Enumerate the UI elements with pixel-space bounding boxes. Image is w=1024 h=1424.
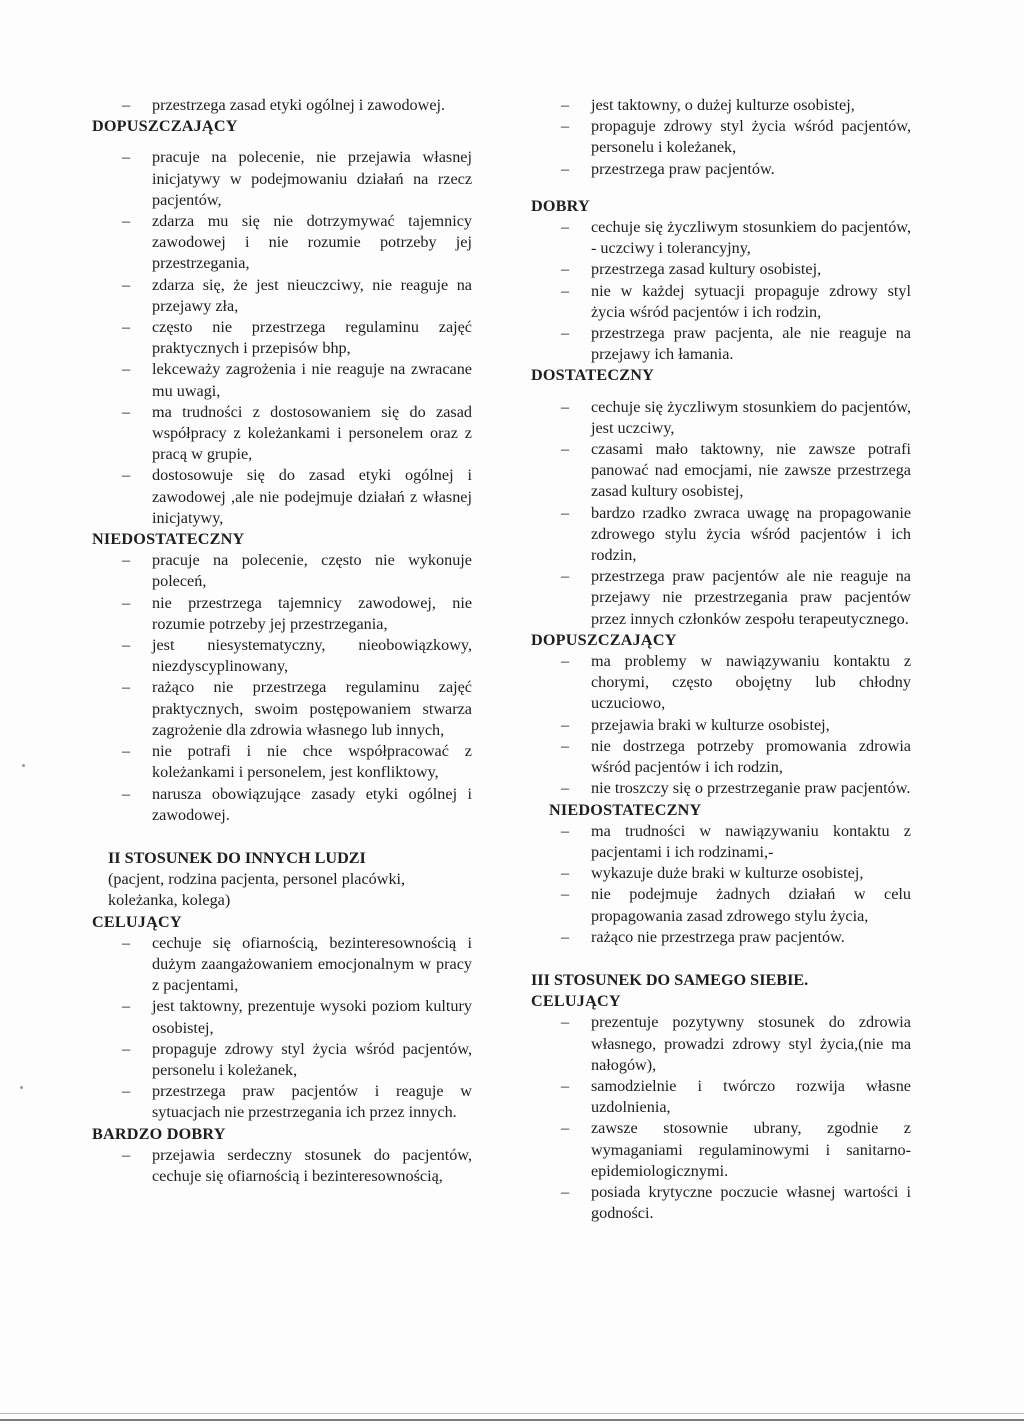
list-item: – pracuje na polecenie, nie przejawia własnej inicjatywy w podejmowaniu działań na rzecz pacjentów, [92,147,472,211]
heading-dopuszczajacy-2: DOPUSZCZAJĄCY [531,630,677,649]
heading-celujacy-2: CELUJĄCY [531,992,621,1011]
section-2-subtitle: (pacjent, rodzina pacjenta, personel placówki, koleżanka, kolega) [108,870,406,910]
scan-bottom-edge [0,1419,1024,1421]
heading-bardzo-dobry: BARDZO DOBRY [92,1124,226,1143]
list-item: – nie podejmuje żadnych działań w celu propagowania zasad zdrowego stylu życia, [531,884,911,926]
list-item: – lekceważy zagrożenia i nie reaguje na zwracane mu uwagi, [92,359,472,401]
list-item: – ma problemy w nawiązywaniu kontaktu z chorymi, często obojętny lub chłodny uczuciowo, [531,651,911,715]
dostateczny-list [531,397,911,630]
list-item: – przestrzega praw pacjentów ale nie reaguje na przejawy nie przestrzegania praw pacjentów przez innych członków zespołu terapeutycznego. [531,566,911,630]
list-item: – jest niesystematyczny, nieobowiązkowy, niezdyscyplinowany, [92,635,472,677]
list-item: – nie w każdej sytuacji propaguje zdrowy styl życia wśród pacjentów i ich rodzin, [531,281,911,323]
list-item: – narusza obowiązujące zasady etyki ogólnej i zawodowej. [92,784,472,826]
list-item: – przestrzega zasad etyki ogólnej i zawodowej. [92,95,472,116]
list-item: – cechuje się ofiarnością, bezinteresownością i dużym zaangażowaniem emocjonalnym w pracy z pacjentami, [92,933,472,997]
list-item: – cechuje się życzliwym stosunkiem do pacjentów, jest uczciwy, [531,397,911,439]
scan-edge-line [0,1413,1024,1414]
section-3-title: III STOSUNEK DO SAMEGO SIEBIE. [531,970,809,989]
list-item: – jest taktowny, o dużej kulturze osobistej, [531,95,911,116]
list-item: – przestrzega praw pacjenta, ale nie reaguje na przejawy ich łamania. [531,323,911,365]
list-item: – propaguje zdrowy styl życia wśród pacjentów, personelu i koleżanek, [92,1039,472,1081]
scan-speck [20,1086,23,1089]
list-item: – zdarza mu się nie dotrzymywać tajemnicy zawodowej i nie rozumie potrzeby jej przestrzegania, [92,211,472,275]
left-column [92,95,472,1187]
list-item: – prezentuje pozytywny stosunek do zdrowia własnego, prowadzi zdrowy styl życia,(nie ma nałogów), [531,1012,911,1076]
list-item: – przestrzega zasad kultury osobistej, [531,259,911,280]
list-item: – przestrzega praw pacjentów. [531,159,911,180]
heading-dobry: DOBRY [531,196,590,215]
right-column [531,95,911,1224]
list-item: – ma trudności z dostosowaniem się do zasad współpracy z koleżankami i personelem oraz z pracą w grupie, [92,402,472,466]
list-item: – propaguje zdrowy styl życia wśród pacjentów, personelu i koleżanek, [531,116,911,158]
bardzo-dobry-list [92,1145,472,1187]
list-item: – posiada krytyczne poczucie własnej wartości i godności. [531,1182,911,1224]
list-item: – ma trudności w nawiązywaniu kontaktu z pacjentami i ich rodzinami,- [531,821,911,863]
dobry-list [531,217,911,365]
list-item: – nie przestrzega tajemnicy zawodowej, nie rozumie potrzeby jej przestrzegania, [92,593,472,635]
list-item: – zdarza się, że jest nieuczciwy, nie reaguje na przejawy zła, [92,275,472,317]
heading-niedostateczny: NIEDOSTATECZNY [92,530,245,549]
list-item: – czasami mało taktowny, nie zawsze potrafi panować nad emocjami, nie zawsze przestrzega zasad kultury osobistej, [531,439,911,503]
left-intro-list [92,95,472,116]
list-item: – przestrzega praw pacjentów i reaguje w sytuacjach nie przestrzegania ich przez innych. [92,1081,472,1123]
heading-dostateczny: DOSTATECZNY [531,366,655,385]
scan-speck [22,764,25,767]
list-item: – przejawia braki w kulturze osobistej, [531,715,911,736]
heading-dopuszczajacy: DOPUSZCZAJĄCY [92,117,238,136]
list-item: – bardzo rzadko zwraca uwagę na propagowanie zdrowego stylu życia wśród pacjentów i ich rodzin, [531,503,911,567]
list-item: – rażąco nie przestrzega regulaminu zajęć praktycznych, swoim postępowaniem stwarza zagrożenie dla zdrowia własnego lub innych, [92,677,472,741]
celujacy-list [92,933,472,1124]
niedostateczny-2-list [531,821,911,948]
list-item: – nie troszczy się o przestrzeganie praw pacjentów. [531,778,911,799]
celujacy-2-list [531,1012,911,1224]
list-item: – rażąco nie przestrzega praw pacjentów. [531,927,911,948]
list-item: – dostosowuje się do zasad etyki ogólnej i zawodowej ,ale nie podejmuje działań z własnej inicjatywy, [92,465,472,529]
list-item: – wykazuje duże braki w kulturze osobistej, [531,863,911,884]
list-item: – nie potrafi i nie chce współpracować z koleżankami i personelem, jest konfliktowy, [92,741,472,783]
dopuszczajacy-2-list [531,651,911,799]
dopuszczajacy-list [92,147,472,529]
list-item: – samodzielnie i twórczo rozwija własne uzdolnienia, [531,1076,911,1118]
list-item: – nie dostrzega potrzeby promowania zdrowia wśród pacjentów i ich rodzin, [531,736,911,778]
list-item: – przejawia serdeczny stosunek do pacjentów, cechuje się ofiarnością i bezinteresownością, [92,1145,472,1187]
heading-celujacy: CELUJĄCY [92,912,182,931]
niedostateczny-list [92,550,472,826]
right-intro-list [531,95,911,180]
list-item: – często nie przestrzega regulaminu zajęć praktycznych i przepisów bhp, [92,317,472,359]
list-item: – pracuje na polecenie, często nie wykonuje poleceń, [92,550,472,592]
section-2-title: II STOSUNEK DO INNYCH LUDZI [108,848,366,867]
list-item: – zawsze stosownie ubrany, zgodnie z wymaganiami regulaminowymi i sanitarno-epidemiologicznymi. [531,1118,911,1182]
list-item: – jest taktowny, prezentuje wysoki poziom kultury osobistej, [92,996,472,1038]
list-item: – cechuje się życzliwym stosunkiem do pacjentów, - uczciwy i tolerancyjny, [531,217,911,259]
heading-niedostateczny-2: NIEDOSTATECZNY [549,800,702,819]
